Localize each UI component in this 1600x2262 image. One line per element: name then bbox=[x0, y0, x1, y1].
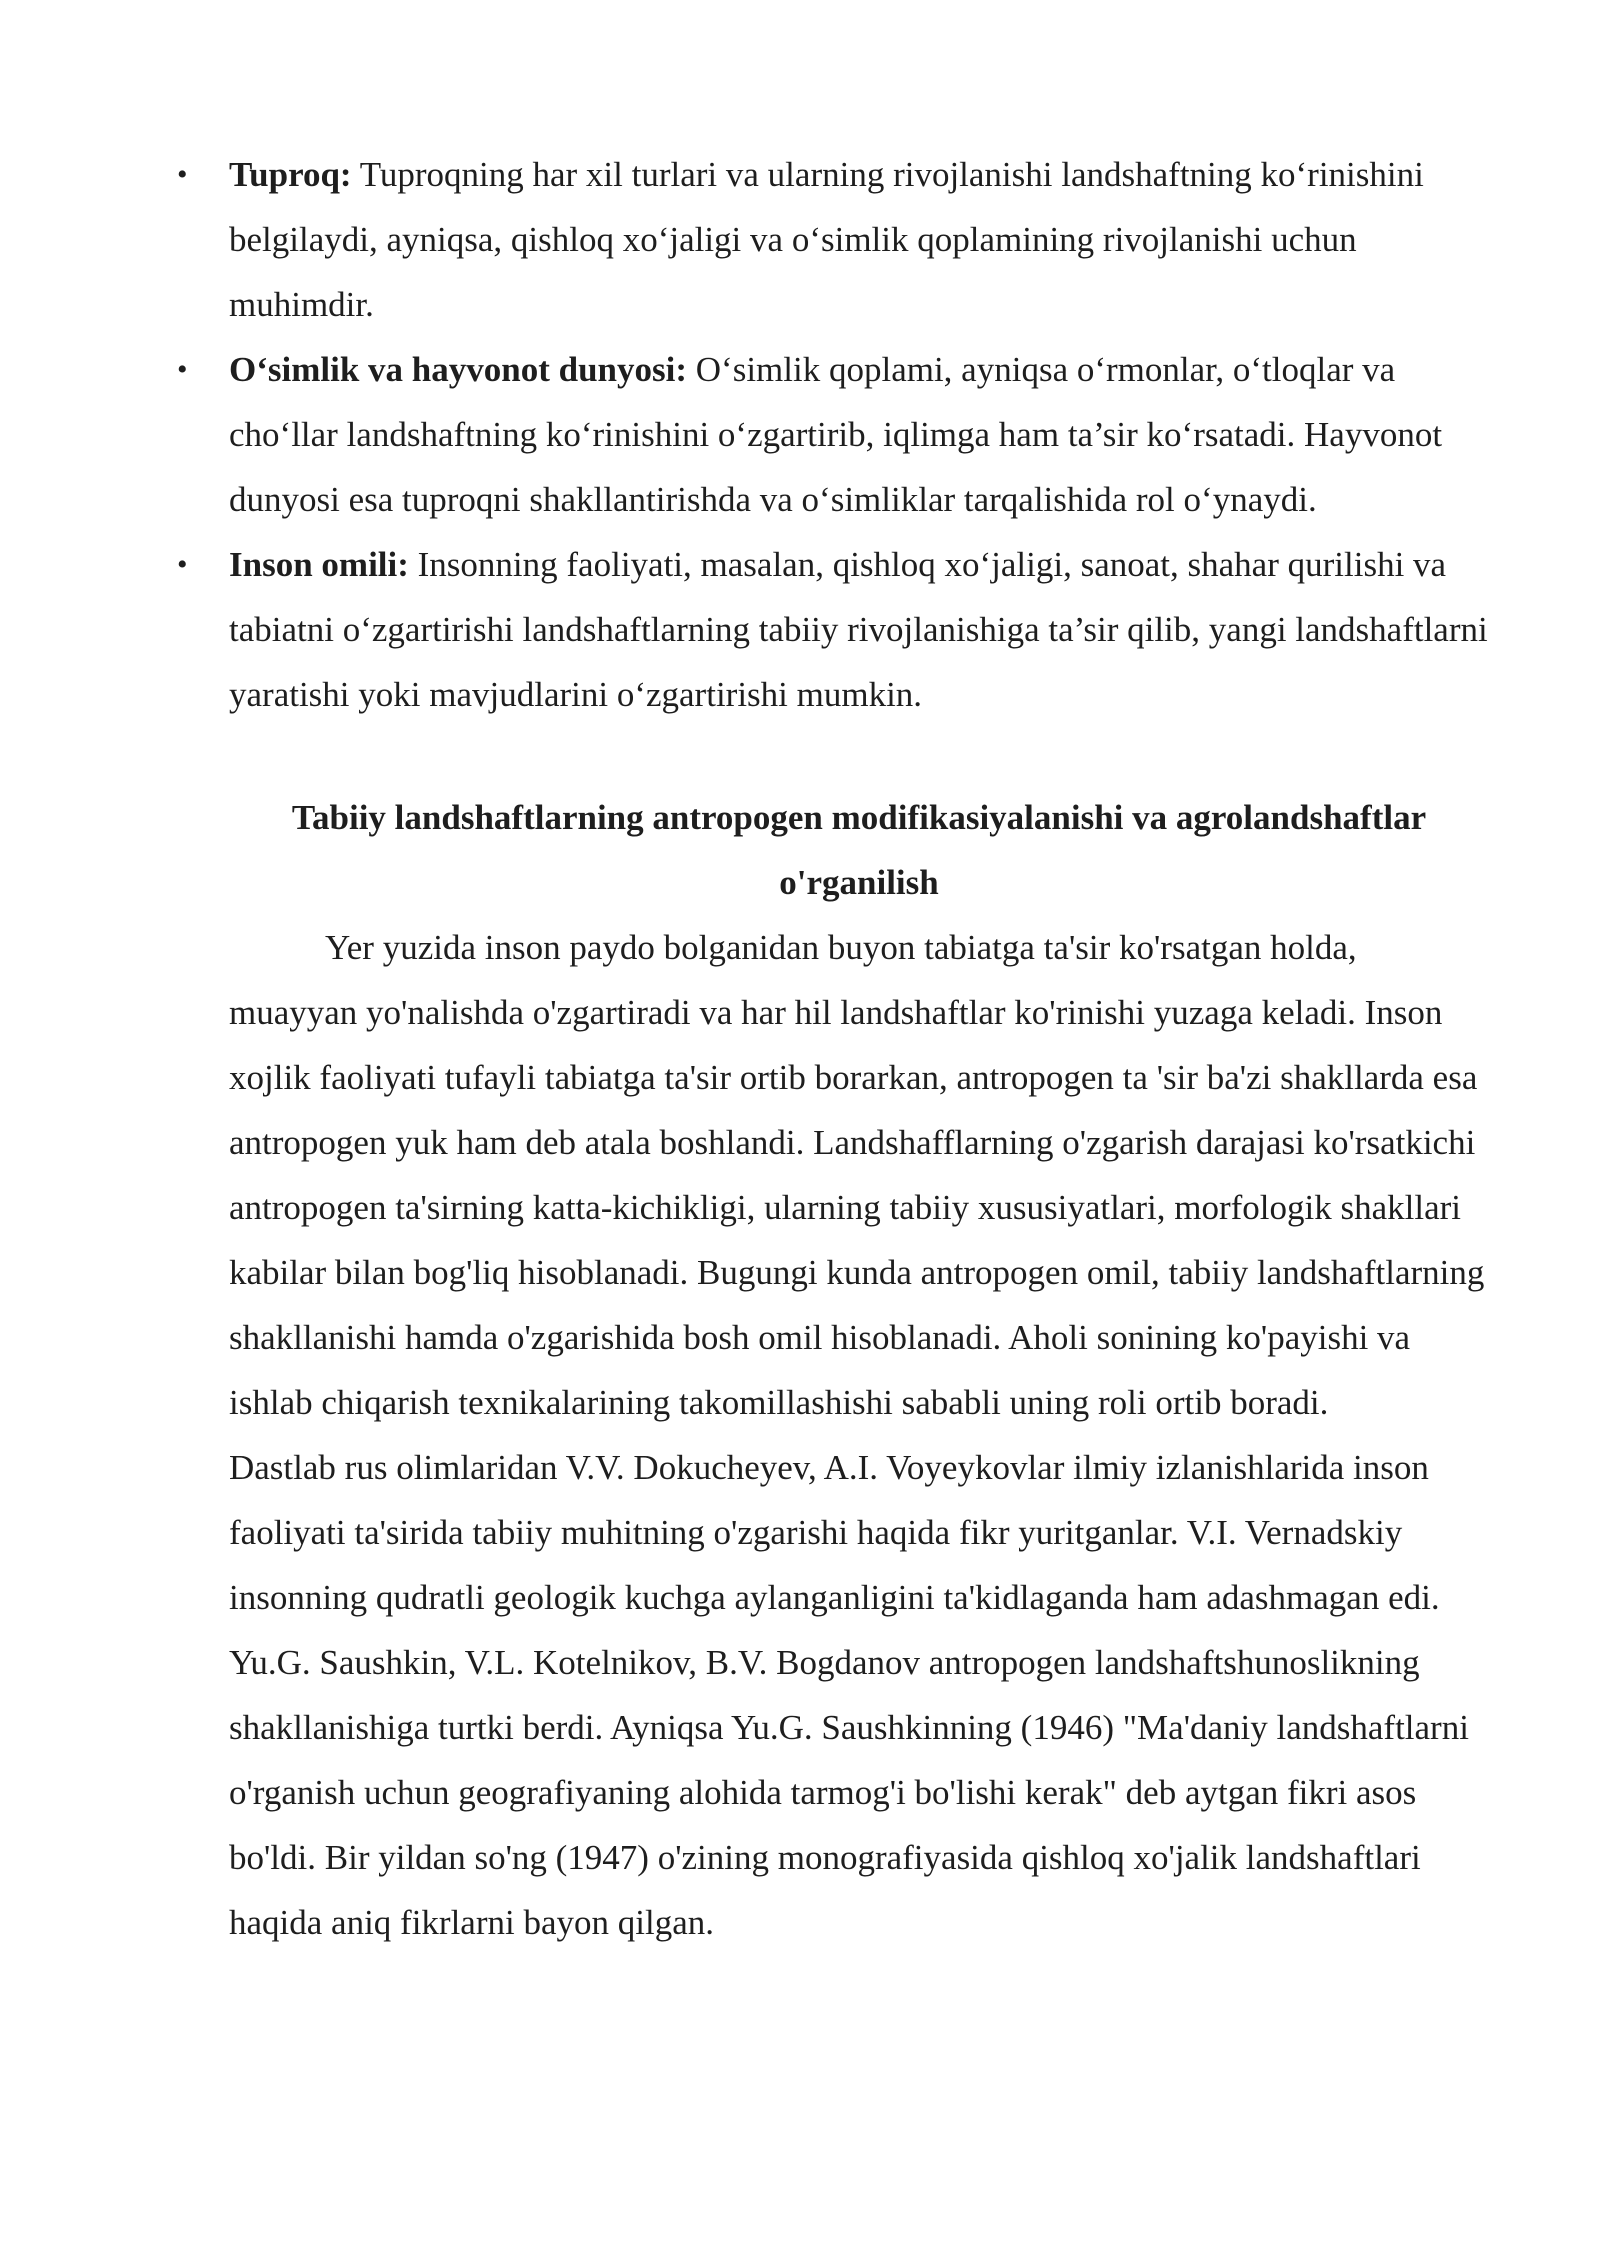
body-paragraph: Dastlab rus olimlaridan V.V. Dokucheyev, A.I. Voyeykovlar ilmiy izlanishlarida inson faoliyati ta'sirida tabiiy muhitning o'zgarishi haqida fikr yuritganlar. V.I. Vernadskiy insonning qudratli geologik kuchga aylanganligini ta'kidlaganda ham adashmagan edi. Yu.G. Saushkin, V.L. Kotelnikov, B.V. Bogdanov antropogen landshaftshunoslikning shakllanishiga turtki berdi. Ayniqsa Yu.G. Saushkinning (1946) "Ma'daniy landshaftlarni o'rganish uchun geografiyaning alohida tarmog'i bo'lishi kerak" deb aytgan fikri asos bo'ldi. Bir yildan so'ng (1947) o'zining monografiyasida qishloq xo'jalik landshaftlari haqida aniq fikrlarni bayon qilgan. bbox=[229, 1448, 1469, 1942]
bullet-icon: • bbox=[177, 353, 188, 386]
list-item bbox=[177, 142, 1489, 337]
section-heading: Tabiiy landshaftlarning antropogen modifikasiyalanishi va agrolandshaftlar o'rganilish bbox=[291, 798, 1427, 902]
list-item-text: Insonning faoliyati, masalan, qishloq xo‘jaligi, sanoat, shahar qurilishi va tabiatni o‘zgartirishi landshaftlarning tabiiy rivojlanishiga ta’sir qilib, yangi landshaftlarni yaratishi yoki mavjudlarini o‘zgartirishi mumkin. bbox=[229, 545, 1488, 714]
list-item bbox=[177, 337, 1489, 532]
list-item-text: Tuproqning har xil turlari va ularning rivojlanishi landshaftning ko‘rinishini belgilaydi, ayniqsa, qishloq xo‘jaligi va o‘simlik qoplamining rivojlanishi uchun muhimdir. bbox=[229, 155, 1424, 324]
list-item-term: Tuproq: bbox=[229, 155, 352, 194]
bullet-icon: • bbox=[177, 548, 188, 581]
list-item-term: Inson omili: bbox=[229, 545, 409, 584]
bullet-icon: • bbox=[177, 158, 188, 191]
body-paragraph: Yer yuzida inson paydo bolganidan buyon tabiatga ta'sir ko'rsatgan holda, muayyan yo'nalishda o'zgartiradi va har hil landshaftlar ko'rinishi yuzaga keladi. Inson xojlik faoliyati tufayli tabiatga ta'sir ortib borarkan, antropogen ta 'sir ba'zi shakllarda esa antropogen yuk ham deb atala boshlandi. Landshafflarning o'zgarish darajasi ko'rsatkichi antropogen ta'sirning katta-kichikligi, ularning tabiiy xususiyatlari, morfologik shakllari kabilar bilan bog'liq hisoblanadi. Bugungi kunda antropogen omil, tabiiy landshaftlarning shakllanishi hamda o'zgarishida bosh omil hisoblanadi. Aholi sonining ko'payishi va ishlab chiqarish texnikalarining takomillashishi sababli uning roli ortib boradi. bbox=[229, 928, 1485, 1422]
list-item-text: O‘simlik qoplami, ayniqsa o‘rmonlar, o‘tloqlar va cho‘llar landshaftning ko‘rinishini o‘zgartirib, iqlimga ham ta’sir ko‘rsatadi. Hayvonot dunyosi esa tuproqni shakllantirishda va o‘simliklar tarqalishida rol o‘ynaydi. bbox=[229, 350, 1443, 519]
list-item bbox=[177, 532, 1489, 727]
list-item-term: O‘simlik va hayvonot dunyosi: bbox=[229, 350, 688, 389]
factor-list bbox=[177, 142, 1489, 727]
page-content bbox=[177, 142, 1489, 1955]
